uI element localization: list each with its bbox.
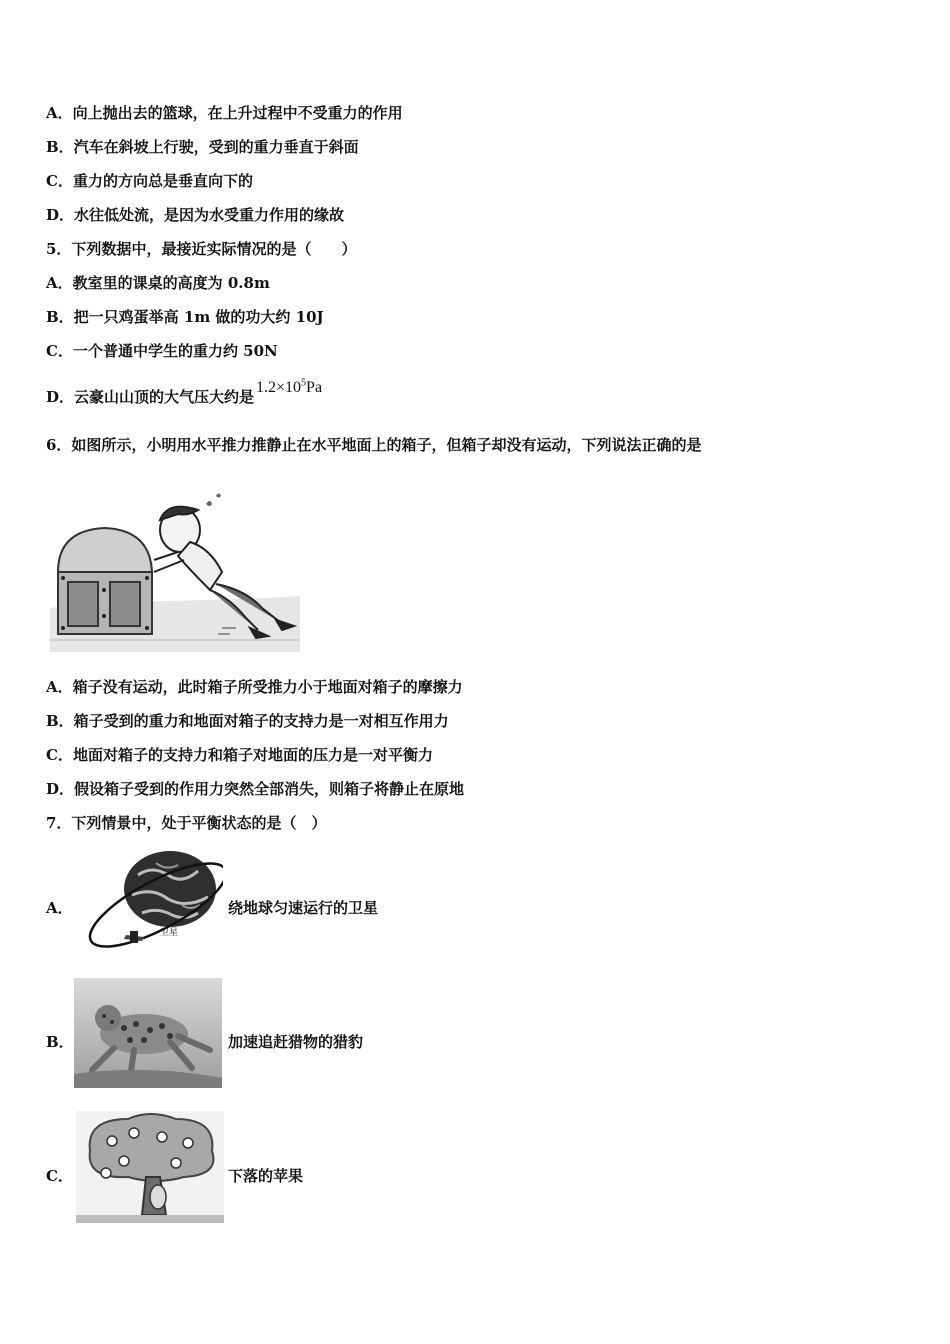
q6-option-c: C．地面对箱子的支持力和箱子对地面的压力是一对平衡力 [46, 746, 433, 764]
q5-option-c: C．一个普通中学生的重力约 50N [46, 342, 278, 360]
q5-option-d-text: D．云豪山山顶的大气压大约是 [46, 388, 255, 406]
q7-option-a-label: A． [46, 899, 73, 917]
cheetah-chasing-figure [74, 978, 222, 1088]
falling-apple-figure [76, 1111, 224, 1223]
q6-stem: 6．如图所示，小明用水平推力推静止在水平地面上的箱子，但箱子却没有运动，下列说法正确的是 [46, 436, 702, 454]
q7-option-b-label: B． [46, 1033, 74, 1051]
q7-option-c-caption: 下落的苹果 [228, 1167, 304, 1185]
q4-option-b: B．汽车在斜坡上行驶，受到的重力垂直于斜面 [46, 138, 359, 156]
q5-option-d [46, 377, 323, 407]
satellite-orbit-figure [78, 845, 223, 950]
q5-option-d-formula: $1.2\times 10^5Pa$ [256, 377, 323, 396]
q4-option-c: C．重力的方向总是垂直向下的 [46, 172, 253, 190]
q6-option-a: A．箱子没有运动，此时箱子所受推力小于地面对箱子的摩擦力 [46, 678, 463, 696]
q5-option-b: B．把一只鸡蛋举高 1m 做的功大约 10J [46, 308, 324, 326]
q7-stem: 7．下列情景中，处于平衡状态的是（ ） [46, 814, 327, 832]
q4-option-d: D．水往低处流，是因为水受重力作用的缘故 [46, 206, 345, 224]
q6-option-b: B．箱子受到的重力和地面对箱子的支持力是一对相互作用力 [46, 712, 449, 730]
q5-option-a: A．教室里的课桌的高度为 0.8m [46, 274, 270, 292]
q7-option-b-caption: 加速追赶猎物的猎豹 [228, 1033, 364, 1051]
q4-option-a: A．向上抛出去的篮球，在上升过程中不受重力的作用 [46, 104, 403, 122]
q5-stem: 5．下列数据中，最接近实际情况的是（ ） [46, 240, 357, 258]
q6-option-d: D．假设箱子受到的作用力突然全部消失，则箱子将静止在原地 [46, 780, 465, 798]
q7-option-a-caption: 绕地球匀速运行的卫星 [228, 899, 379, 917]
satellite-figure-label: 卫星 [160, 928, 179, 938]
boy-pushing-box-figure [50, 490, 300, 652]
q7-option-c-label: C． [46, 1167, 73, 1185]
